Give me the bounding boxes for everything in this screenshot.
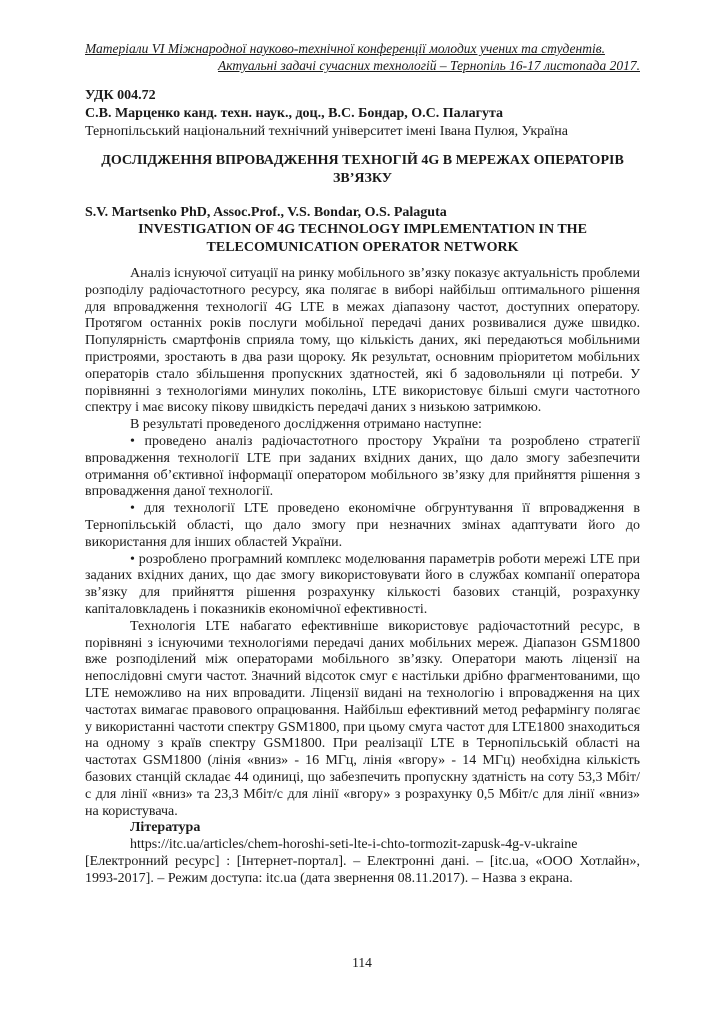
body-paragraph: Аналіз існуючої ситуації на ринку мобільного зв’язку показує актуальність проблеми розподілу радіочастотного ресурсу, яка полягає в виборі найбільш оптимального рішення для впровадження технології 4G LTE в межах діапазону частот, доступних оператору. Протягом останніх років послуги мобільної передачі даних розвивалися дуже швидко. Популярність смартфонів сприяла тому, що кількість даних, які передаються мобільними пристроями, зростають в два рази щороку. Як результат, основним пріоритетом мобільних операторів стало збільшення пропускних здатностей, які б задовольняли ці потреби. У порівнянні з технологіями минулих поколінь, LTE використовує більші смуги частотного спектру і має високу пікову швидкість передачі даних з низькою затримкою.: [85, 266, 640, 416]
paper-body: [85, 266, 640, 887]
bullet-paragraph: • розроблено програмний комплекс моделювання параметрів роботи мережі LTE при заданих вхідних даних, що дає змогу використовувати його в службах компанії оператора зв’язку для прийняття рішення розрахунку кількості базових станцій, розрахунку капіталовкладень і показників економічної ефективності.: [85, 551, 640, 617]
conference-header-line-1: Матеріали VI Міжнародної науково-технічної конференції молодих учених та студентів.: [85, 41, 605, 56]
authors-ua: С.В. Марценко канд. техн. наук., доц., В.С. Бондар, О.С. Палагута: [85, 106, 504, 121]
affiliation: Тернопільський національний технічний університет імені Івана Пулюя, Україна: [85, 124, 568, 139]
body-paragraph: Технологія LTE набагато ефективніше використовує радіочастотний ресурс, в порівняні з існуючими технологіями передачі даних мобільних мереж. Діапазон GSM1800 вже розподілений між операторами мобільного зв’язку. Оператори мають ліцензії на непослідовні смуги частот. Значний відсоток смуг є настільки дрібно фрагментованими, що LTE неможливо на них впровадити. Ліцензії видані на технологію і впровадження на цих частотах вимагає правового опрацювання. Найбільш ефективний метод рефармінгу полягає у використанні частоти спектру GSM1800, при цьому смуга частот для LTE1800 знаходиться на одному з країв спектру GSM1800. При реалізації LTE в Тернопільській області на частотах GSM1800 (лінія «вниз» - 16 МГц, лінія «вгору» - 14 МГц) необхідна кількість базових станцій складає 44 одиниці, що забезпечить пропускну здатність на соту 53,3 Мбіт/с для лінії «вниз» та 23,3 Мбіт/с для лінії «вгору» з розрахунку 0,5 Мбіт/с для лінії «вниз» на користувача.: [85, 618, 640, 819]
udk-code: УДК 004.72: [85, 88, 156, 103]
reference-url: https://itc.ua/articles/chem-horoshi-seti-lte-i-chto-tormozit-zapusk-4g-v-ukraine: [130, 837, 578, 853]
title-en: INVESTIGATION OF 4G TECHNOLOGY IMPLEMENTATION IN THE TELECOMUNICATION OPERATOR NETWORK: [138, 222, 587, 255]
bullet-paragraph: • проведено аналіз радіочастотного простору України та розроблено стратегії впровадження технології LTE при заданих вхідних даних, що дало змогу забезпечити отримання об’єктивної інформації оператором мобільного зв’язку для прийняття рішення з впровадження даної технології.: [85, 433, 640, 500]
title-ua: ДОСЛІДЖЕННЯ ВПРОВАДЖЕННЯ ТЕХНОГІЙ 4G В МЕРЕЖАХ ОПЕРАТОРІВ ЗВ’ЯЗКУ: [101, 153, 624, 186]
body-paragraph: В результаті проведеного дослідження отримано наступне:: [130, 417, 482, 433]
conference-header: [85, 40, 640, 74]
paper-meta: [85, 87, 640, 141]
conference-header-line-2: Актуальні задачі сучасних технологій – Тернопіль 16-17 листопада 2017.: [218, 58, 640, 73]
references-heading: Література: [130, 820, 201, 836]
authors-en: S.V. Martsenko PhD, Assoc.Prof., V.S. Bondar, O.S. Palaguta: [85, 205, 447, 220]
bullet-paragraph: • для технології LTE проведено економічне обгрунтування її впровадження в Тернопільській області, що дало змогу при незначних змінах адаптувати його до використання для інших областей України.: [85, 501, 640, 550]
reference-details: [Електронний ресурс] : [Інтернет-портал]. – Електронні дані. – [itc.ua, «ООО Хотлайн», 1993-2017]. – Режим доступа: itc.ua (дата звернення 08.11.2017). – Назва з екрана.: [85, 853, 640, 886]
page-number: 114: [352, 955, 372, 970]
